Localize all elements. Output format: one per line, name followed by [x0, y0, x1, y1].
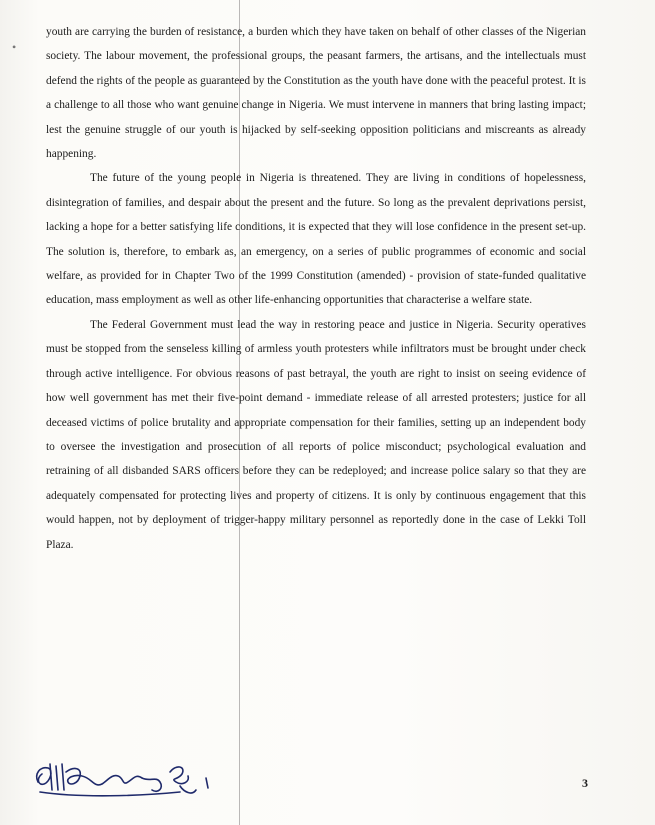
paragraph-1: youth are carrying the burden of resistance, a burden which they have taken on behalf of other classes of the Nigerian society. The labour movement, the professional groups, the peasant farmers, the artisans, and the intellectuals must defend the rights of the people as guaranteed by the Constitution as the youth have done with the peaceful protest. It is a challenge to all those who want genuine change in Nigeria. We must intervene in manners that bring lasting impact; lest the genuine struggle of our youth is hijacked by self-seeking opposition politicians and miscreants as already happening.	[46, 26, 586, 161]
signature-image	[30, 752, 230, 808]
page-number: 3	[582, 776, 588, 790]
margin-mark: •	[12, 40, 17, 54]
paragraph-3: The Federal Government must lead the way in restoring peace and justice in Nigeria. Security operatives must be stopped from the senseless killing of armless youth protesters while infiltrators must be brought under check through active intelligence. For obvious reasons of past betrayal, the youth are right to insist on seeing evidence of how well government has met their five-point demand - immediate release of all arrested protesters; justice for all deceased victims of police brutality and appropriate compensation for their families, setting up an independent body to oversee the investigation and prosecution of all reports of police misconduct; psychological evaluation and retraining of all disbanded SARS officers before they can be redeployed; and increase police salary so that they are adequately compensated for protecting lives and property of citizens. It is only by continuous engagement that this would happen, not by deployment of trigger-happy military personnel as reportedly done in the case of Lekki Toll Plaza.	[46, 318, 586, 551]
body-text	[46, 20, 586, 557]
paragraph-2: The future of the young people in Nigeria is threatened. They are living in conditions of hopelessness, disintegration of families, and despair about the present and the future. So long as the prevalent deprivations persist, lacking a hope for a better satisfying life conditions, it is expected that they will lose confidence in the present set-up. The solution is, therefore, to embark as, an emergency, on a series of public programmes of economic and social welfare, as provided for in Chapter Two of the 1999 Constitution (amended) - provision of state-funded qualitative education, mass employment as well as other life-enhancing opportunities that characterise a welfare state.	[46, 172, 586, 307]
